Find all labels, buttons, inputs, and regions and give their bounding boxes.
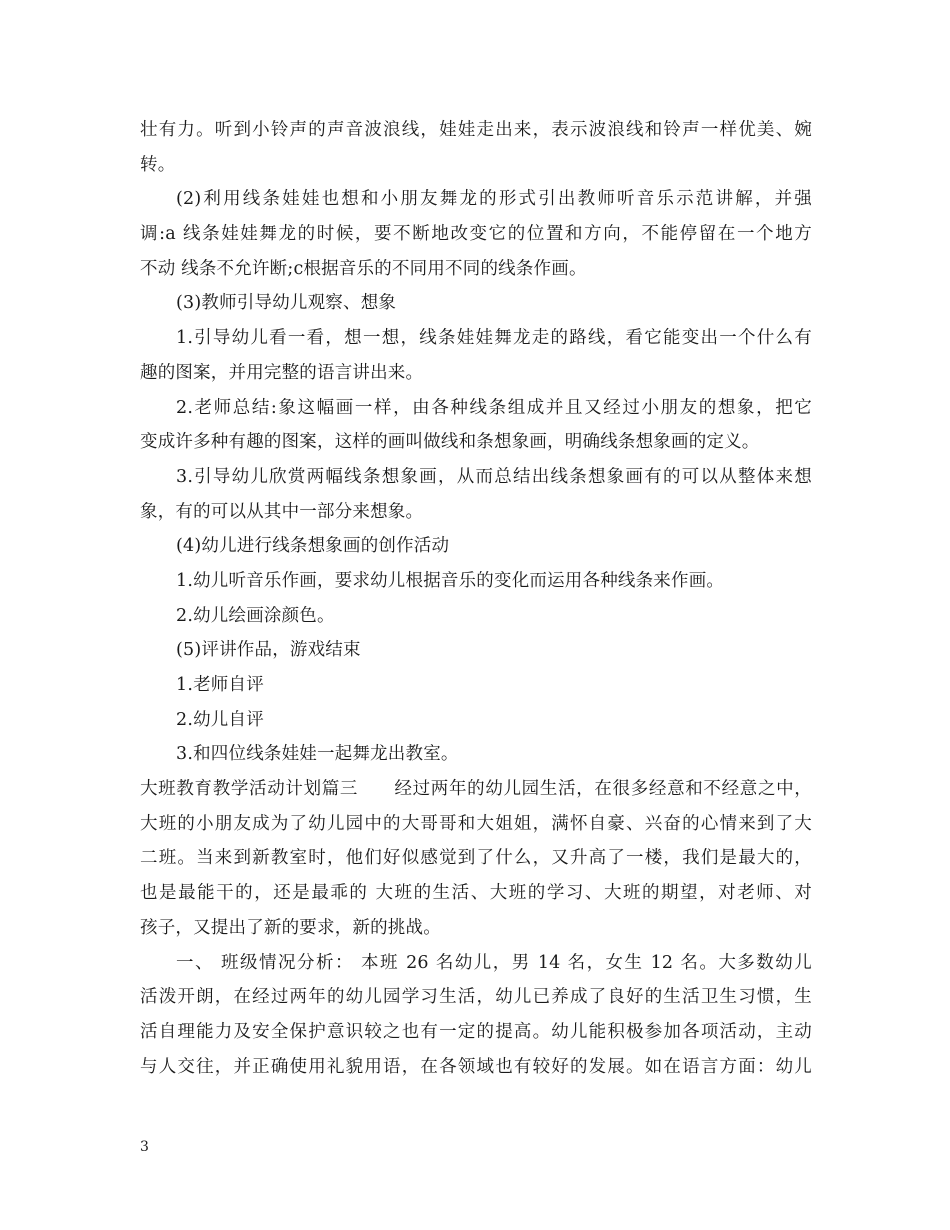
text-line: (5)评讲作品，游戏结束	[176, 640, 361, 661]
text-line: 1.幼儿听音乐作画，要求幼儿根据音乐的变化而运用各种线条来作画。	[176, 570, 725, 591]
text-line: 2.幼儿绘画涂颜色。	[176, 605, 335, 626]
text-line: 象，有的可以从其中一部分来想象。	[140, 501, 424, 522]
text-line: (3)教师引导幼儿观察、想象	[176, 293, 397, 314]
text-line: 与人交往，并正确使用礼貌用语，在各领域也有较好的发展。如在语言方面：幼儿	[140, 1056, 812, 1077]
text-line: 壮有力。听到小铃声的声音波浪线，娃娃走出来，表示波浪线和铃声一样优美、婉	[140, 120, 812, 140]
text-line: 2.幼儿自评	[176, 709, 264, 730]
text-line: 也是最能干的，还是最乖的 大班的生活、大班的学习、大班的期望，对老师、对	[140, 883, 812, 904]
document-body	[140, 113, 812, 1084]
text-line: 3.引导幼儿欣赏两幅线条想象画，从而总结出线条想象画有的可以从整体来想	[176, 466, 812, 487]
text-line: 二班。当来到新教室时，他们好似感觉到了什么，又升高了一楼，我们是最大的，	[140, 848, 812, 869]
text-line: 孩子，又提出了新的要求，新的挑战。	[140, 917, 441, 938]
text-line: 1.引导幼儿看一看，想一想，线条娃娃舞龙走的路线，看它能变出一个什么有	[176, 328, 812, 349]
text-line: 转。	[140, 154, 176, 175]
text-line: 活自理能力及安全保护意识较之也有一定的提高。幼儿能积极参加各项活动，主动	[140, 1021, 812, 1042]
text-line: 大班的小朋友成为了幼儿园中的大哥哥和大姐姐，满怀自豪、兴奋的心情来到了大	[140, 813, 812, 834]
text-line: 2.老师总结:象这幅画一样，由各种线条组成并且又经过小朋友的想象，把它	[176, 397, 812, 418]
text-line: 变成许多种有趣的图案，这样的画叫做线和条想象画，明确线条想象画的定义。	[140, 432, 760, 453]
text-line: 不动 线条不允许断;c根据音乐的不同用不同的线条作画。	[140, 258, 587, 279]
text-line: 趣的图案，并用完整的语言讲出来。	[140, 362, 424, 383]
page-number: 3	[140, 1139, 149, 1155]
text-line: 3.和四位线条娃娃一起舞龙出教室。	[176, 744, 459, 765]
text-line: 一、 班级情况分析： 本班 26 名幼儿，男 14 名，女生 12 名。大多数幼儿	[176, 952, 812, 973]
text-line: (2)利用线条娃娃也想和小朋友舞龙的形式引出教师听音乐示范讲解，并强	[176, 189, 812, 210]
text-line: 1.老师自评	[176, 675, 264, 695]
text-line: (4)幼儿进行线条想象画的创作活动	[176, 536, 450, 557]
text-line: 活泼开朗，在经过两年的幼儿园学习生活，幼儿已养成了良好的生活卫生习惯，生	[140, 987, 812, 1008]
text-line: 调:a 线条娃娃舞龙的时候，要不断地改变它的位置和方向，不能停留在一个地方	[140, 224, 812, 245]
text-line: 大班教育教学活动计划篇三 经过两年的幼儿园生活，在很多经意和不经意之中，	[140, 779, 812, 800]
